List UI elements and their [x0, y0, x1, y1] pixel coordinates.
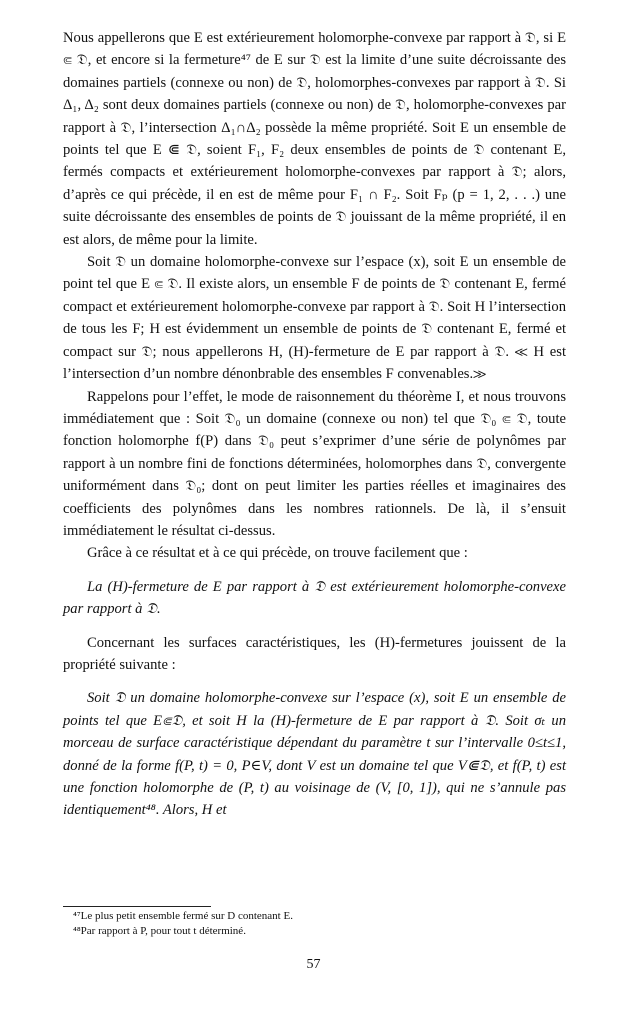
paragraph-3: Rappelons pour l’effet, le mode de raisonnement du théorème I, et nous trouvons immédiatement que : Soit 𝔇₀ un domaine (connexe ou non) tel que 𝔇₀ ⋐ 𝔇, toute fonction holomorphe f(P) dans 𝔇₀ peut s’exprimer d’une série de polynômes par rapport à un nombre fini de fonctions déterminées, holomorphes dans 𝔇, convergente uniformément dans 𝔇₀; dont on peut limiter les parties réelles et imaginaires des coefficients des polynômes dans les nombres rationnels. De là, il s’ensuit immédiatement le résultat ci-dessus. [63, 388, 566, 539]
theorem-statement-1: La (H)-fermeture de E par rapport à 𝔇 est extérieurement holomorphe-convexe par rapport à 𝔇. [63, 578, 566, 618]
body-text [63, 27, 566, 833]
footnote-48: ⁴⁸Par rapport à P, pour tout t déterminé. [73, 925, 246, 937]
footnote-47: ⁴⁷Le plus petit ensemble fermé sur D contenant E. [73, 910, 293, 922]
paragraph-2: Soit 𝔇 un domaine holomorphe-convexe sur l’espace (x), soit E un ensemble de point tel que E ⋐ 𝔇. Il existe alors, un ensemble F de points de 𝔇 contenant E, fermé compact et extérieurement holomorphe-convexe par rapport à 𝔇. Soit H l’intersection de tous les F; H est évidemment un ensemble de points de 𝔇 contenant E, fermé et compact sur 𝔇; nous appellerons H, (H)-fermeture de E par rapport à 𝔇. ≪ H est l’intersection d’un nombre dénonbrable des ensembles F convenables.≫ [63, 254, 566, 383]
theorem-statement-2: Soit 𝔇 un domaine holomorphe-convexe sur l’espace (x), soit E un ensemble de points tel que E⋐𝔇, et soit H la (H)-fermeture de E par rapport à 𝔇. Soit σₜ un morceau de surface caractéristique dépendant du paramètre t sur l’intervalle 0≤t≤1, donné de la forme f(P, t) = 0, P∈V, dont V est un domaine tel que V⋐𝔇, et f(P, t) est une fonction holomorphe de (P, t) au voisinage de (V, [0, 1]), qui ne s’annule pas identiquement⁴⁸. Alors, H et [63, 690, 566, 819]
paragraph-1: Nous appellerons que E est extérieurement holomorphe-convexe par rapport à 𝔇, si E ⋐ 𝔇, et encore si la fermeture⁴⁷ de E sur 𝔇 est la limite d’une suite décroissante des domaines partiels (connexe ou non) de 𝔇, holomorphes-convexes par rapport à 𝔇. Si Δ₁, Δ₂ sont deux domaines partiels (connexe ou non) de 𝔇, holomorphe-convexes par rapport à 𝔇, l’intersection Δ₁∩Δ₂ possède la même propriété. Soit E un ensemble de points tel que E ⋐ 𝔇, soient F₁, F₂ deux ensembles de points de 𝔇 contenant E, fermés compacts et extérieurement holomorphe-convexes par rapport à 𝔇; alors, d’après ce qui précède, il en est de même pour F₁ ∩ F₂. Soit Fₚ (p = 1, 2, . . .) une suite décroissante des ensembles de points de 𝔇 jouissant de la même propriété, il en est alors, de même pour la limite. [63, 30, 566, 248]
paragraph-5: Concernant les surfaces caractéristiques, les (H)-fermetures jouissent de la propriété suivante : [63, 634, 566, 673]
paragraph-4: Grâce à ce résultat et à ce qui précède, on trouve facilement que : [87, 545, 468, 562]
footnote-rule [63, 906, 211, 907]
page-number: 57 [306, 957, 321, 972]
footnotes [73, 909, 553, 939]
